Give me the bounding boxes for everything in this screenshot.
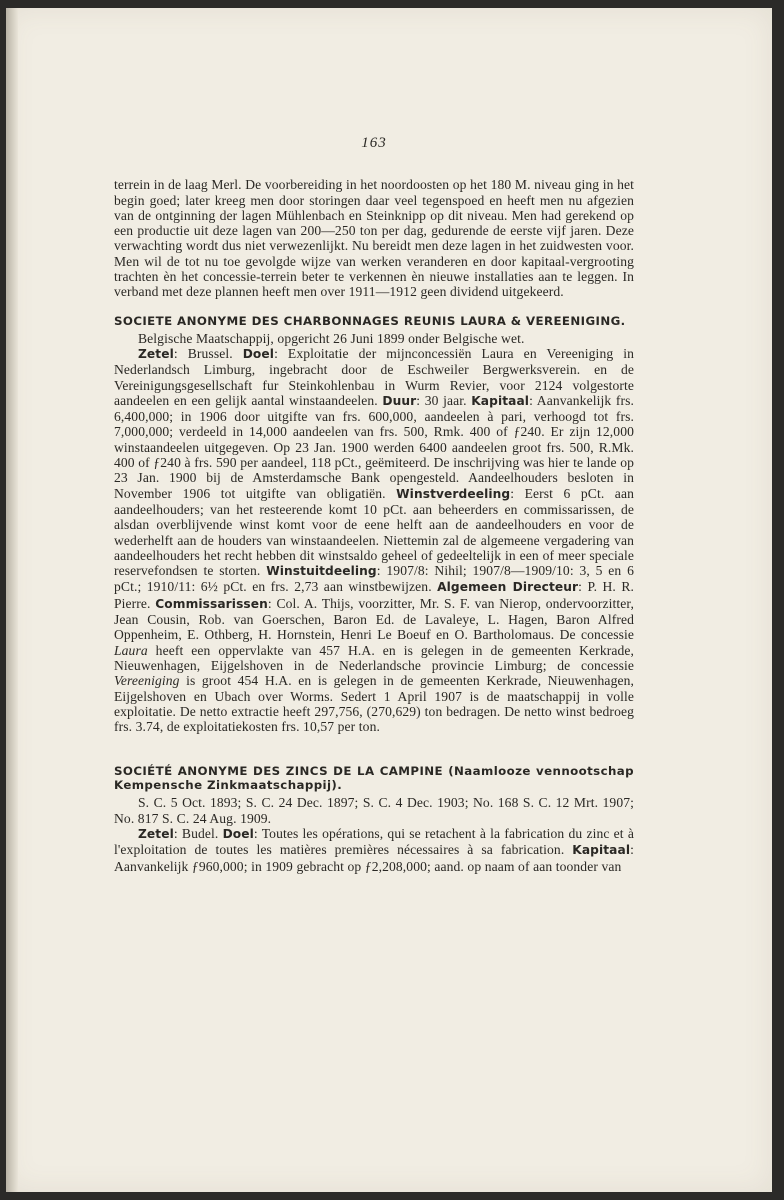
section-laura-founding: Belgische Maatschappij, opgericht 26 Juni 1899 onder Belgische wet. bbox=[138, 330, 525, 346]
section-heading-laura: SOCIETE ANONYME DES CHARBONNAGES REUNIS LAURA & VEREENIGING. bbox=[114, 313, 626, 328]
text-doel: : Exploitatie der mijnconcessiën Laura en Vereeniging in Nederlandsch Limburg, ingebracht door de Eschweiler Bergwerksverein. en de Vereinigungsgesellschaft fur Steinkohlenbau in Wurm Revier, voor 2124 volgestorte aandeelen en een gelijk aantal winstaandeelen. bbox=[114, 345, 634, 408]
text-winstuitdeeling: : 1907/8: Nihil; 1907/8—1909/10: 3, 5 en 6 pCt.; 1910/11: 6½ pCt. en frs. 2,73 aan winstbewijzen. bbox=[114, 563, 634, 595]
label-commissarissen: Commissarissen bbox=[155, 596, 268, 611]
text-zetel-campine: : Budel. bbox=[173, 825, 223, 841]
section-laura-details bbox=[114, 346, 634, 734]
text-winstverdeeling: : Eerst 6 pCt. aan aandeelhouders; van het resteerende komt 10 pCt. aan beheerders en commissarissen, de alsdan overblijvende winst komt voor de eene helft aan de aandeelhouders en voor de wederhelft aan de houders van winstaandeelen. Niettemin zal de algemeene vergadering van aandeelhouders het recht hebben dit winstsaldo geheel of gedeeltelijk in een of meer speciale reservefondsen te storten. bbox=[114, 485, 634, 579]
italic-vereeniging: Vereeniging bbox=[114, 673, 180, 689]
section-campine-details bbox=[114, 826, 634, 874]
text-duur: : 30 jaar. bbox=[416, 392, 472, 408]
book-page bbox=[6, 8, 772, 1192]
label-winstuitdeeling: Winstuitdeeling bbox=[266, 564, 377, 579]
label-doel: Doel bbox=[242, 346, 275, 361]
text-concessie-laura: heeft een oppervlakte van 457 H.A. en is gelegen in de gemeenten Kerkrade, Nieuwenhagen, Eijgelshoven in de Nederlandsche provincie Limburg; de concessie bbox=[114, 642, 634, 673]
intro-paragraph: terrein in de laag Merl. De voorbereiding in het noordoosten op het 180 M. niveau ging in het begin goed; later kreeg men door storingen daar veel tegenspoed en heeft men nu afgezien van de ontginning der lagen Mühlenbach en Steinknipp op dit niveau. Men had gerekend op een productie uit deze lagen van 200—250 ton per dag, gedurende de eerste vijf jaren. Deze verwachting wordt dus niet verwezenlijkt. Nu bereidt men deze lagen in het zuidwesten voor. Men wil de tot nu toe gevolgde wijze van werken veranderen en door kapitaal-vergrooting trachten èn het concessie-terrein beter te verkennen èn nieuwe installaties aan te leggen. In verband met deze plannen heeft men over 1911—1912 geen dividend uitgekeerd. bbox=[114, 177, 634, 300]
label-doel-campine: Doel bbox=[222, 826, 254, 841]
label-duur: Duur bbox=[382, 393, 417, 408]
text-concessie-vereeniging: is groot 454 H.A. en is gelegen in de gemeenten Kerkrade, Nieuwenhagen, Eijgelshoven en Ubach over Worms. Sedert 1 April 1907 is de maatschappij in volle exploitatie. De netto extractie heeft 297,756, (270,629) ton bedragen. De netto winst bedroeg frs. 3.74, de exploitatiekosten frs. 10,57 per ton. bbox=[114, 673, 634, 735]
text-kapitaal: : Aanvankelijk frs. 6,400,000; in 1906 door uitgifte van frs. 600,000, aandeelen à pari, verhoogd tot frs. 7,000,000; verdeeld in 14,000 aandeelen van frs. 500, Rmk. 400 of ƒ240. Er zijn 12,000 winstaandeelen uitgegeven. Op 23 Jan. 1900 werden 6400 aandeelen groot frs. 500, R.Mk. 400 of ƒ240 à frs. 590 per aandeel, 118 pCt., geëmiteerd. De inschrijving was hier te lande op 23 Jan. 1900 bij de Amsterdamsche Bank opengesteld. Aandeelhouders besloten in November 1906 tot uitgifte van obligatiën. bbox=[114, 392, 634, 501]
page-number: 163 bbox=[361, 135, 387, 151]
label-kapitaal: Kapitaal bbox=[471, 393, 530, 408]
text-doel-campine: : Toutes les opérations, qui se retachent à la fabrication du zinc et à l'exploitation de toutes les matières premières nécessaires à sa fabrication. bbox=[114, 825, 634, 858]
text-zetel: : Brussel. bbox=[173, 345, 243, 361]
section-campine-refs: S. C. 5 Oct. 1893; S. C. 24 Dec. 1897; S. C. 4 Dec. 1903; No. 168 S. C. 12 Mrt. 1907; No. 817 S. C. 24 Aug. 1909. bbox=[114, 795, 634, 826]
text-directeur: : P. H. R. Pierre. bbox=[114, 579, 634, 611]
label-zetel-campine: Zetel bbox=[138, 826, 174, 841]
section-spacer bbox=[114, 734, 634, 750]
text-kapitaal-campine: : Aanvankelijk ƒ960,000; in 1909 gebracht op ƒ2,208,000; aand. op naam of aan toonder van bbox=[114, 842, 634, 874]
label-winstverdeeling: Winstverdeeling bbox=[396, 486, 511, 501]
text-commissarissen: : Col. A. Thijs, voorzitter, Mr. S. F. van Nierop, ondervoorzitter, Jean Cousin, Rob. van Goerschen, Baron Ed. de Lavaleye, L. Hagen, Baron Alfred Oppenheim, E. Othberg, H. Hornstein, Henri Le Boeuf en O. Bartholomaus. De concessie bbox=[114, 595, 634, 643]
page-content bbox=[114, 136, 634, 874]
label-directeur: Algemeen Directeur bbox=[437, 580, 579, 595]
label-kapitaal-campine: Kapitaal bbox=[572, 843, 631, 858]
page-gutter bbox=[6, 8, 18, 1192]
italic-laura: Laura bbox=[114, 642, 148, 658]
section-heading-campine: SOCIÉTÉ ANONYME DES ZINCS DE LA CAMPINE (Naamlooze vennootschap Kempensche Zinkmaatschappij). bbox=[114, 764, 634, 793]
label-zetel: Zetel bbox=[138, 346, 174, 361]
